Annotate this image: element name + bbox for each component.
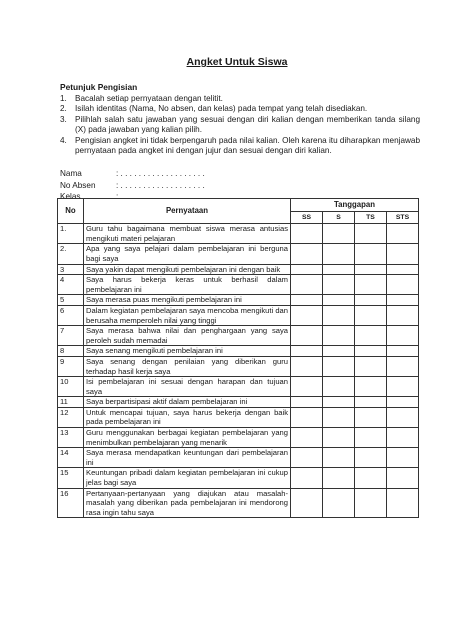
response-cell[interactable] (355, 407, 387, 427)
row-statement: Saya senang mengikuti pembelajaran ini (84, 346, 291, 357)
header-option: SS (291, 211, 323, 224)
row-statement: Saya senang dengan penilaian yang diberikan guru terhadap hasil kerja saya (84, 356, 291, 376)
response-cell[interactable] (323, 356, 355, 376)
response-cell[interactable] (355, 275, 387, 295)
response-cell[interactable] (355, 224, 387, 244)
table-row (58, 326, 419, 346)
table-row (58, 377, 419, 397)
row-number: 6 (58, 305, 84, 325)
row-statement: Guru menggunakan berbagai kegiatan pembelajaran yang menimbulkan pembelajaran yang menarik (84, 428, 291, 448)
instruction-text: Isilah identitas (Nama, No absen, dan kelas) pada tempat yang telah disediakan. (75, 104, 368, 114)
table-row (58, 428, 419, 448)
row-number: 13 (58, 428, 84, 448)
table-row (58, 448, 419, 468)
identity-label: No Absen (60, 180, 96, 190)
header-option: TS (355, 211, 387, 224)
response-cell[interactable] (387, 428, 419, 448)
response-cell[interactable] (291, 428, 323, 448)
response-cell[interactable] (387, 244, 419, 264)
row-statement: Saya harus bekerja keras untuk berhasil dalam pembelajaran ini (84, 275, 291, 295)
response-cell[interactable] (291, 488, 323, 518)
row-statement: Saya yakin dapat mengikuti pembelajaran ini dengan baik (84, 264, 291, 275)
response-cell[interactable] (355, 397, 387, 408)
row-statement: Apa yang saya pelajari dalam pembelajaran ini berguna bagi saya (84, 244, 291, 264)
response-cell[interactable] (323, 224, 355, 244)
row-statement: Dalam kegiatan pembelajaran saya mencoba mengikuti dan berusaha memperoleh nilai yang tinggi (84, 305, 291, 325)
row-number: 5 (58, 295, 84, 306)
response-cell[interactable] (387, 377, 419, 397)
response-cell[interactable] (291, 397, 323, 408)
identity-label: Kelas (60, 192, 81, 201)
instruction-number: 1. (60, 94, 67, 103)
response-cell[interactable] (387, 448, 419, 468)
row-statement: Isi pembelajaran ini sesuai dengan harapan dan tujuan saya (84, 377, 291, 397)
response-cell[interactable] (323, 397, 355, 408)
response-cell[interactable] (387, 224, 419, 244)
survey-table (57, 198, 419, 518)
instruction-number: 4. (60, 135, 67, 145)
response-cell[interactable] (291, 468, 323, 488)
table-row (58, 356, 419, 376)
row-statement: Saya merasa bahwa nilai dan penghargaan yang saya peroleh sudah memadai (84, 326, 291, 346)
response-cell[interactable] (355, 244, 387, 264)
instructions-list (60, 94, 420, 156)
response-cell[interactable] (323, 305, 355, 325)
row-statement: Guru tahu bagaimana membuat siswa merasa antusias mengikuti materi pelajaran (84, 224, 291, 244)
table-row (58, 264, 419, 275)
instruction-text: Pengisian angket ini tidak berpengaruh pada nilai kalian. Oleh karena itu diharapkan menjawab pernyataan pada angket ini dengan jujur dan sesuai dengan diri kalian. (75, 135, 421, 156)
response-cell[interactable] (323, 488, 355, 518)
row-statement: Untuk mencapai tujuan, saya harus bekerja dengan baik pada pembelajaran ini (84, 407, 291, 427)
response-cell[interactable] (355, 305, 387, 325)
identity-field[interactable] (60, 180, 205, 192)
table-row (58, 275, 419, 295)
response-cell[interactable] (387, 488, 419, 518)
response-cell[interactable] (291, 326, 323, 346)
response-cell[interactable] (323, 326, 355, 346)
response-cell[interactable] (387, 275, 419, 295)
row-number: 4 (58, 275, 84, 295)
instruction-number: 3. (60, 114, 67, 124)
header-option: STS (387, 211, 419, 224)
row-statement: Keuntungan pribadi dalam kegiatan pembelajaran ini cukup jelas bagi saya (84, 468, 291, 488)
row-statement: Saya merasa mendapatkan keuntungan dari pembelajaran ini (84, 448, 291, 468)
response-cell[interactable] (291, 448, 323, 468)
header-statement: Pernyataan (84, 199, 291, 224)
instruction-item (60, 104, 420, 114)
row-number: 2. (58, 244, 84, 264)
identity-blank[interactable]: : . . . . . . . . . . . . . . . . . . . (116, 192, 205, 201)
response-cell[interactable] (291, 295, 323, 306)
instructions-heading: Petunjuk Pengisian (60, 82, 138, 92)
response-cell[interactable] (355, 488, 387, 518)
table-row (58, 488, 419, 518)
response-cell[interactable] (387, 326, 419, 346)
instruction-item (60, 115, 420, 136)
instruction-number: 2. (60, 104, 67, 114)
response-cell[interactable] (323, 377, 355, 397)
row-statement: Pertanyaan-pertanyaan yang diajukan atau masalah-masalah yang diberikan pada pembelajaran ini mendorong rasa ingin tahu saya (84, 488, 291, 518)
response-cell[interactable] (355, 326, 387, 346)
row-number: 10 (58, 377, 84, 397)
response-cell[interactable] (323, 428, 355, 448)
response-cell[interactable] (291, 356, 323, 376)
response-cell[interactable] (323, 295, 355, 306)
row-number: 1. (58, 224, 84, 244)
row-number: 11 (58, 397, 84, 408)
table-row (58, 224, 419, 244)
response-cell[interactable] (355, 295, 387, 306)
row-number: 16 (58, 488, 84, 518)
row-number: 15 (58, 468, 84, 488)
row-number: 3 (58, 264, 84, 275)
row-number: 14 (58, 448, 84, 468)
response-cell[interactable] (291, 275, 323, 295)
response-cell[interactable] (323, 264, 355, 275)
response-cell[interactable] (291, 305, 323, 325)
response-cell[interactable] (387, 356, 419, 376)
response-cell[interactable] (323, 407, 355, 427)
response-cell[interactable] (323, 244, 355, 264)
response-cell[interactable] (355, 428, 387, 448)
response-cell[interactable] (291, 377, 323, 397)
identity-blank[interactable]: : . . . . . . . . . . . . . . . . . . . (116, 180, 205, 190)
document-title: Angket Untuk Siswa (186, 56, 288, 68)
row-number: 12 (58, 407, 84, 427)
table-row (58, 305, 419, 325)
table-row (58, 346, 419, 357)
identity-field[interactable] (60, 168, 205, 180)
header-no: No (58, 199, 84, 224)
instruction-text: Bacalah setiap pernyataan dengan telitit. (75, 94, 223, 103)
response-cell[interactable] (323, 468, 355, 488)
row-number: 7 (58, 326, 84, 346)
response-cell[interactable] (323, 275, 355, 295)
response-cell[interactable] (387, 397, 419, 408)
response-cell[interactable] (387, 468, 419, 488)
response-cell[interactable] (355, 346, 387, 357)
instruction-item (60, 94, 420, 104)
instruction-text: Pilihlah salah satu jawaban yang sesuai dengan diri kalian dengan memberikan tanda silang (X) pada jawaban yang kalian pilih. (75, 114, 420, 135)
response-cell[interactable] (387, 295, 419, 306)
response-cell[interactable] (355, 448, 387, 468)
response-cell[interactable] (355, 264, 387, 275)
table-row (58, 397, 419, 408)
response-cell[interactable] (387, 407, 419, 427)
identity-blank[interactable]: : . . . . . . . . . . . . . . . . . . . (116, 169, 205, 178)
response-cell[interactable] (291, 407, 323, 427)
row-number: 9 (58, 356, 84, 376)
response-cell[interactable] (387, 346, 419, 357)
table-row (58, 295, 419, 306)
table-row (58, 244, 419, 264)
row-statement: Saya merasa puas mengikuti pembelajaran ini (84, 295, 291, 306)
response-cell[interactable] (323, 346, 355, 357)
response-cell[interactable] (355, 377, 387, 397)
response-cell[interactable] (323, 448, 355, 468)
row-number: 8 (58, 346, 84, 357)
response-cell[interactable] (355, 356, 387, 376)
table-row (58, 407, 419, 427)
response-cell[interactable] (355, 468, 387, 488)
response-cell[interactable] (291, 224, 323, 244)
response-cell[interactable] (291, 346, 323, 357)
response-cell[interactable] (291, 264, 323, 275)
instruction-item (60, 136, 420, 157)
header-option: S (323, 211, 355, 224)
response-cell[interactable] (387, 264, 419, 275)
row-statement: Saya berpartisipasi aktif dalam pembelajaran ini (84, 397, 291, 408)
header-response: Tanggapan (291, 199, 419, 212)
identity-label: Nama (60, 169, 82, 178)
response-cell[interactable] (291, 244, 323, 264)
response-cell[interactable] (387, 305, 419, 325)
table-row (58, 468, 419, 488)
